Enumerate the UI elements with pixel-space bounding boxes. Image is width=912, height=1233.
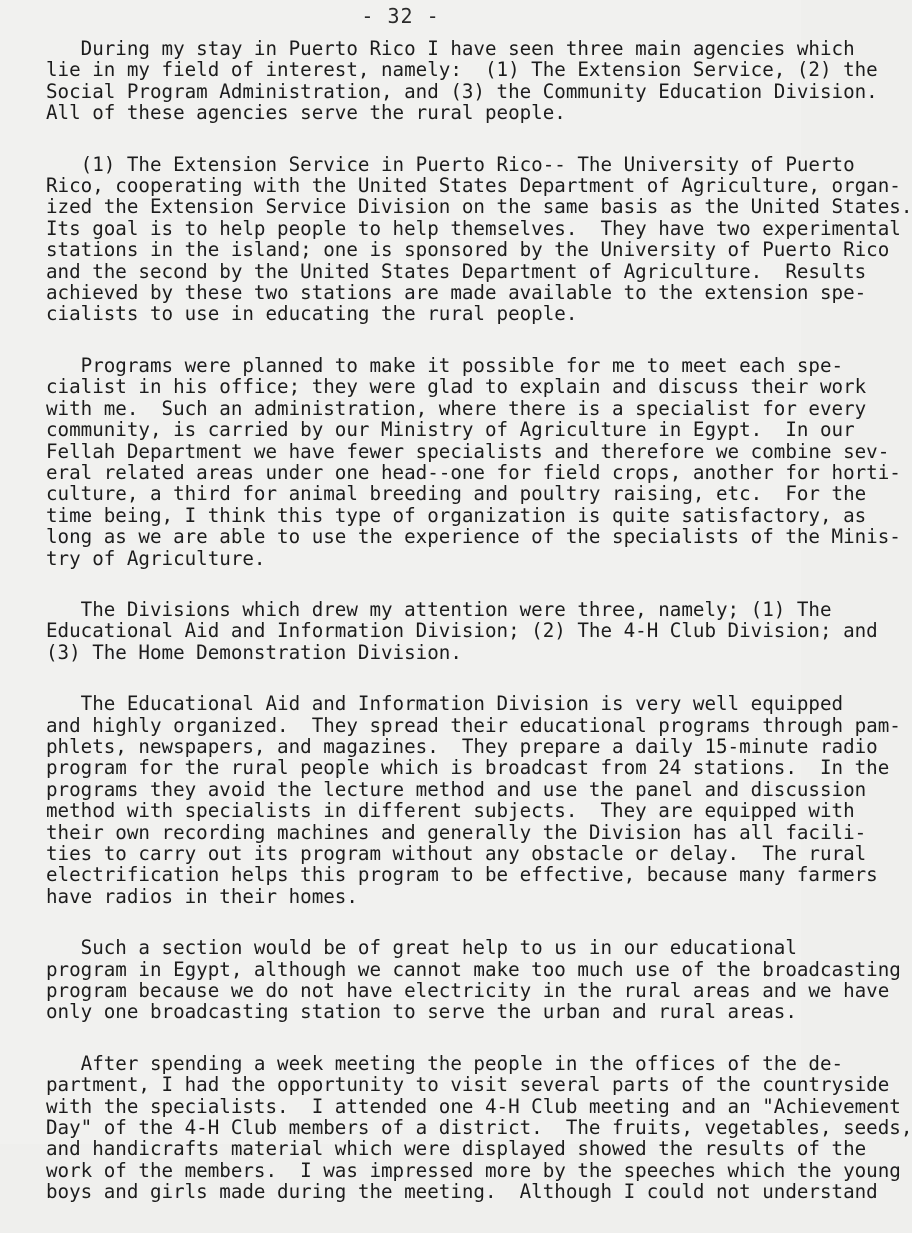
text-line: try of Agriculture. <box>46 546 266 570</box>
text-line: program for the rural people which is broadcast from 24 stations. In the <box>46 756 890 780</box>
text-line: and the second by the United States Department of Agriculture. Results <box>46 259 867 283</box>
paragraph-5 <box>46 692 901 908</box>
text-line: After spending a week meeting the people in the offices of the de- <box>46 1051 844 1075</box>
text-line: achieved by these two stations are made available to the extension spe- <box>46 281 867 305</box>
text-line: (3) The Home Demonstration Division. <box>46 640 462 664</box>
text-line: method with specialists in different subjects. They are equipped with <box>46 799 855 823</box>
text-line: Social Program Administration, and (3) the Community Education Division. <box>46 79 878 103</box>
text-line: cialists to use in educating the rural people. <box>46 302 578 326</box>
text-line: Programs were planned to make it possible for me to meet each spe- <box>46 353 844 377</box>
text-line: only one broadcasting station to serve the urban and rural areas. <box>46 1000 797 1024</box>
text-line: time being, I think this type of organization is quite satisfactory, as <box>46 503 867 527</box>
text-line: eral related areas under one head--one for field crops, another for horti- <box>46 460 901 484</box>
text-line: program in Egypt, although we cannot make too much use of the broadcasting <box>46 957 901 981</box>
text-line: lie in my field of interest, namely: (1) The Extension Service, (2) the <box>46 58 878 82</box>
text-line: ties to carry out its program without any obstacle or delay. The rural <box>46 842 867 865</box>
text-line: Such a section would be of great help to us in our educational <box>46 936 797 960</box>
paragraph-6 <box>46 936 901 1024</box>
text-line: stations in the island; one is sponsored by the University of Puerto Rico <box>46 238 890 262</box>
text-line: program because we do not have electricity in the rural areas and we have <box>46 979 890 1003</box>
text-line: (1) The Extension Service in Puerto Rico-- The University of Puerto <box>46 152 855 176</box>
text-line: Its goal is to help people to help themselves. They have two experimental <box>46 216 901 240</box>
text-line: ized the Extension Service Division on the same basis as the United States. <box>46 195 912 219</box>
text-line: and highly organized. They spread their educational programs through pam- <box>46 713 901 737</box>
text-line: their own recording machines and generally the Division has all facili- <box>46 820 867 844</box>
text-line: phlets, newspapers, and magazines. They prepare a daily 15-minute radio <box>46 734 878 758</box>
paragraph-2 <box>46 152 912 326</box>
text-line: The Educational Aid and Information Division is very well equipped <box>46 692 844 716</box>
text-line: with the specialists. I attended one 4-H Club meeting and an "Achievement <box>46 1094 901 1118</box>
text-line: boys and girls made during the meeting. Although I could not understand <box>46 1180 878 1204</box>
text-line: Day" of the 4-H Club members of a district. The fruits, vegetables, seeds, <box>46 1116 912 1140</box>
paragraph-4 <box>46 597 878 664</box>
text-line: culture, a third for animal breeding and poultry raising, etc. For the <box>46 482 867 506</box>
paragraph-1 <box>46 37 878 125</box>
text-line: All of these agencies serve the rural people. <box>46 101 566 125</box>
text-line: Fellah Department we have fewer specialists and therefore we combine sev- <box>46 439 890 463</box>
paragraph-3 <box>46 353 901 570</box>
text-line: have radios in their homes. <box>46 884 358 908</box>
text-line: Rico, cooperating with the United States Department of Agriculture, organ- <box>46 174 901 198</box>
text-line: programs they avoid the lecture method and use the panel and discussion <box>46 777 867 801</box>
text-line: The Divisions which drew my attention were three, namely; (1) The <box>46 597 832 621</box>
text-line: electrification helps this program to be effective, because many farmers <box>46 863 878 887</box>
text-line: long as we are able to use the experience of the specialists of the Minis- <box>46 525 901 549</box>
paragraph-7 <box>46 1051 912 1204</box>
page-number: - 32 - <box>361 4 440 28</box>
text-line: and handicrafts material which were displayed showed the results of the <box>46 1137 867 1161</box>
text-line: partment, I had the opportunity to visit several parts of the countryside <box>46 1073 890 1097</box>
text-line: with me. Such an administration, where there is a specialist for every <box>46 396 867 420</box>
text-line: Educational Aid and Information Division; (2) The 4-H Club Division; and <box>46 619 878 643</box>
text-line: cialist in his office; they were glad to explain and discuss their work <box>46 375 867 399</box>
text-line: During my stay in Puerto Rico I have seen three main agencies which <box>46 37 855 60</box>
text-line: work of the members. I was impressed more by the speeches which the young <box>46 1158 901 1182</box>
body-text <box>46 37 912 1233</box>
text-line: community, is carried by our Ministry of Agriculture in Egypt. In our <box>46 418 855 442</box>
